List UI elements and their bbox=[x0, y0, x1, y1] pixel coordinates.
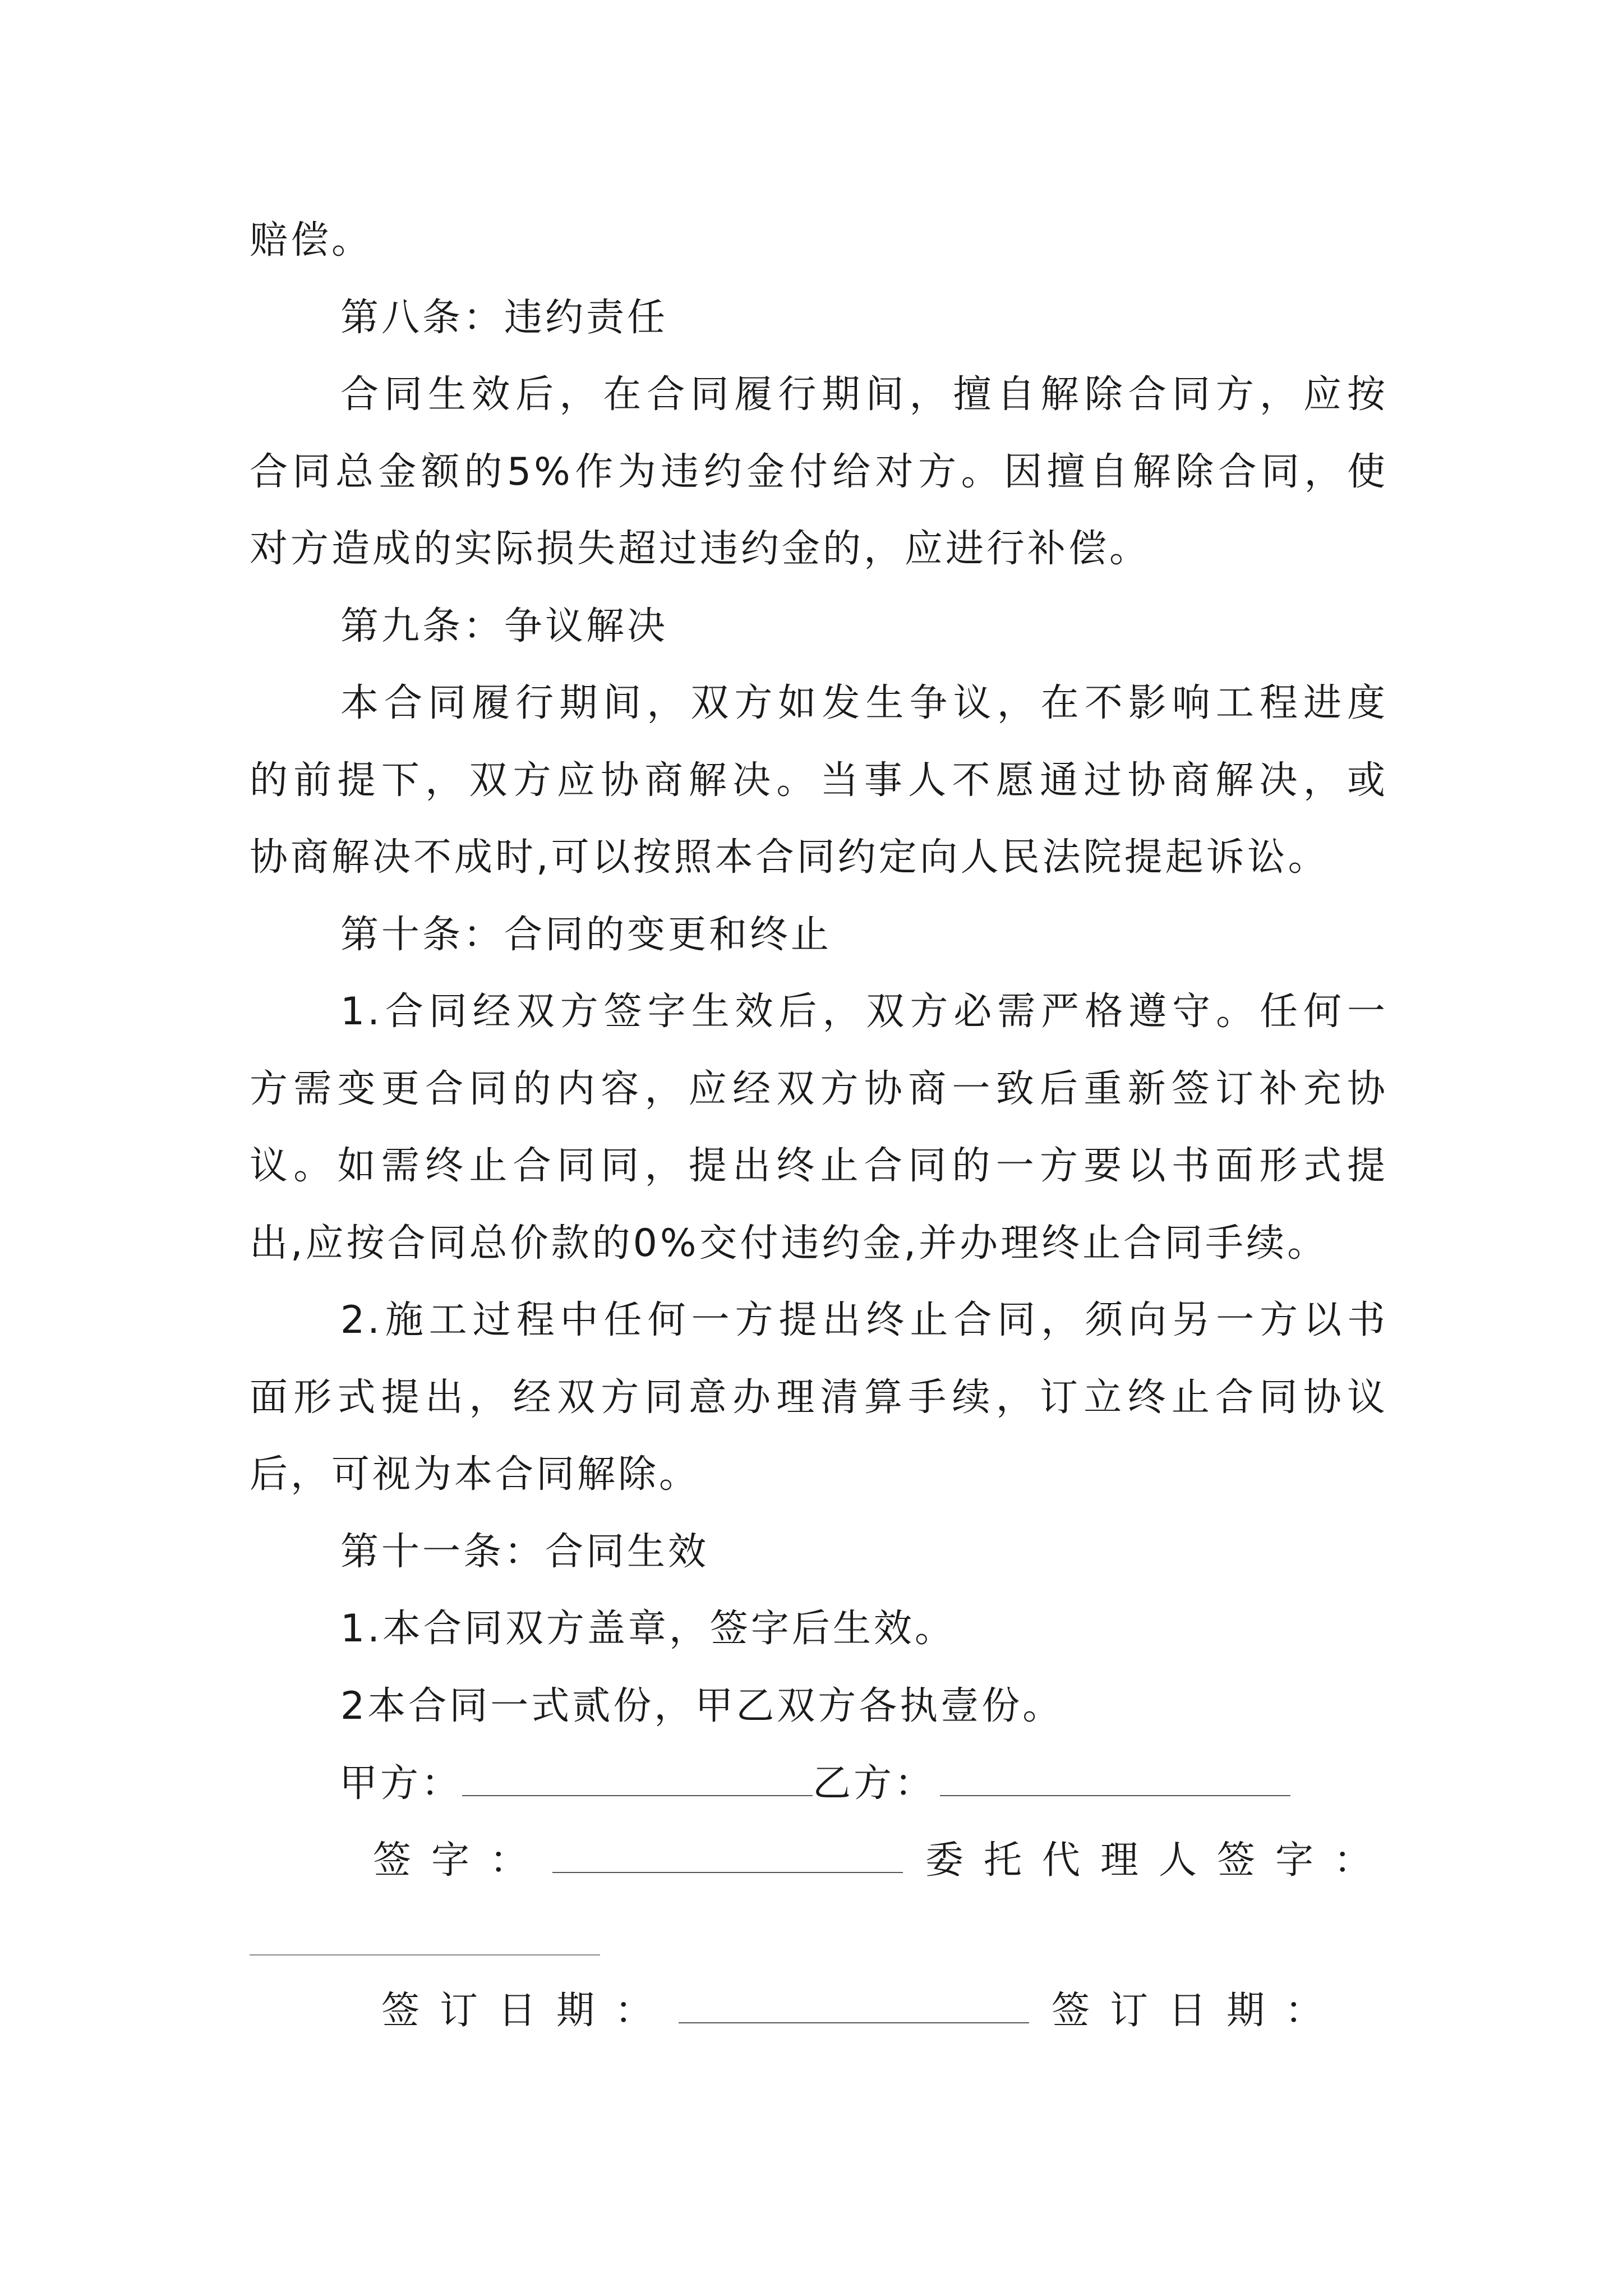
paragraph-line: 本合同履行期间，双方如发生争议，在不影响工程进度 bbox=[340, 681, 1388, 725]
date-label-right: 签订日期： bbox=[1052, 1989, 1344, 2033]
sign-label: 签字： bbox=[373, 1838, 548, 1883]
party-row bbox=[339, 1753, 1290, 1807]
party-a-blank bbox=[462, 1761, 813, 1796]
date-label-left: 签订日期： bbox=[381, 1989, 674, 2033]
agent-sign-blank bbox=[250, 1954, 600, 1955]
party-a-label: 甲方： bbox=[339, 1761, 463, 1806]
sign-row bbox=[373, 1830, 1392, 1884]
paragraph-line: 协商解决不成时,可以按照本合同约定向人民法院提起诉讼。 bbox=[250, 835, 1329, 880]
contract-body bbox=[250, 202, 1388, 1745]
paragraph-line: 后，可视为本合同解除。 bbox=[250, 1452, 700, 1497]
paragraph-line: 对方造成的实际损失超过违约金的，应进行补偿。 bbox=[250, 527, 1151, 571]
agent-sign-label: 委托代理人签字： bbox=[925, 1838, 1393, 1883]
paragraph-line: 合同生效后，在合同履行期间，擅自解除合同方，应按 bbox=[340, 372, 1388, 417]
paragraph-line: 1.本合同双方盖章，签字后生效。 bbox=[340, 1607, 956, 1651]
paragraph-line: 赔偿。 bbox=[250, 218, 373, 263]
paragraph-line: 第九条：争议解决 bbox=[340, 604, 668, 648]
paragraph-line: 议。如需终止合同同，提出终止合同的一方要以书面形式提 bbox=[250, 1144, 1388, 1188]
paragraph-line: 面形式提出，经双方同意办理清算手续，订立终止合同协议 bbox=[250, 1375, 1388, 1420]
sign-blank bbox=[552, 1838, 903, 1873]
paragraph-line: 第十一条：合同生效 bbox=[340, 1529, 709, 1574]
party-b-blank bbox=[940, 1761, 1290, 1796]
party-b-label: 乙方： bbox=[813, 1761, 936, 1806]
paragraph-line: 1.合同经双方签字生效后，双方必需严格遵守。任何一 bbox=[340, 990, 1388, 1034]
paragraph-line: 的前提下，双方应协商解决。当事人不愿通过协商解决，或 bbox=[250, 758, 1388, 803]
paragraph-line: 合同总金额的5%作为违约金付给对方。因擅自解除合同，使 bbox=[250, 449, 1388, 494]
paragraph-line: 2.施工过程中任何一方提出终止合同，须向另一方以书 bbox=[340, 1298, 1388, 1342]
paragraph-line: 出,应按合同总价款的0%交付违约金,并办理终止合同手续。 bbox=[250, 1221, 1329, 1266]
paragraph-line: 2本合同一式贰份，甲乙双方各执壹份。 bbox=[340, 1683, 1064, 1728]
paragraph-line: 第十条：合同的变更和终止 bbox=[340, 912, 832, 957]
date-blank bbox=[679, 1989, 1029, 2023]
paragraph-line: 第八条：违约责任 bbox=[340, 295, 668, 340]
paragraph-line: 方需变更合同的内容，应经双方协商一致后重新签订补充协 bbox=[250, 1066, 1388, 1111]
date-row bbox=[381, 1980, 1343, 2035]
